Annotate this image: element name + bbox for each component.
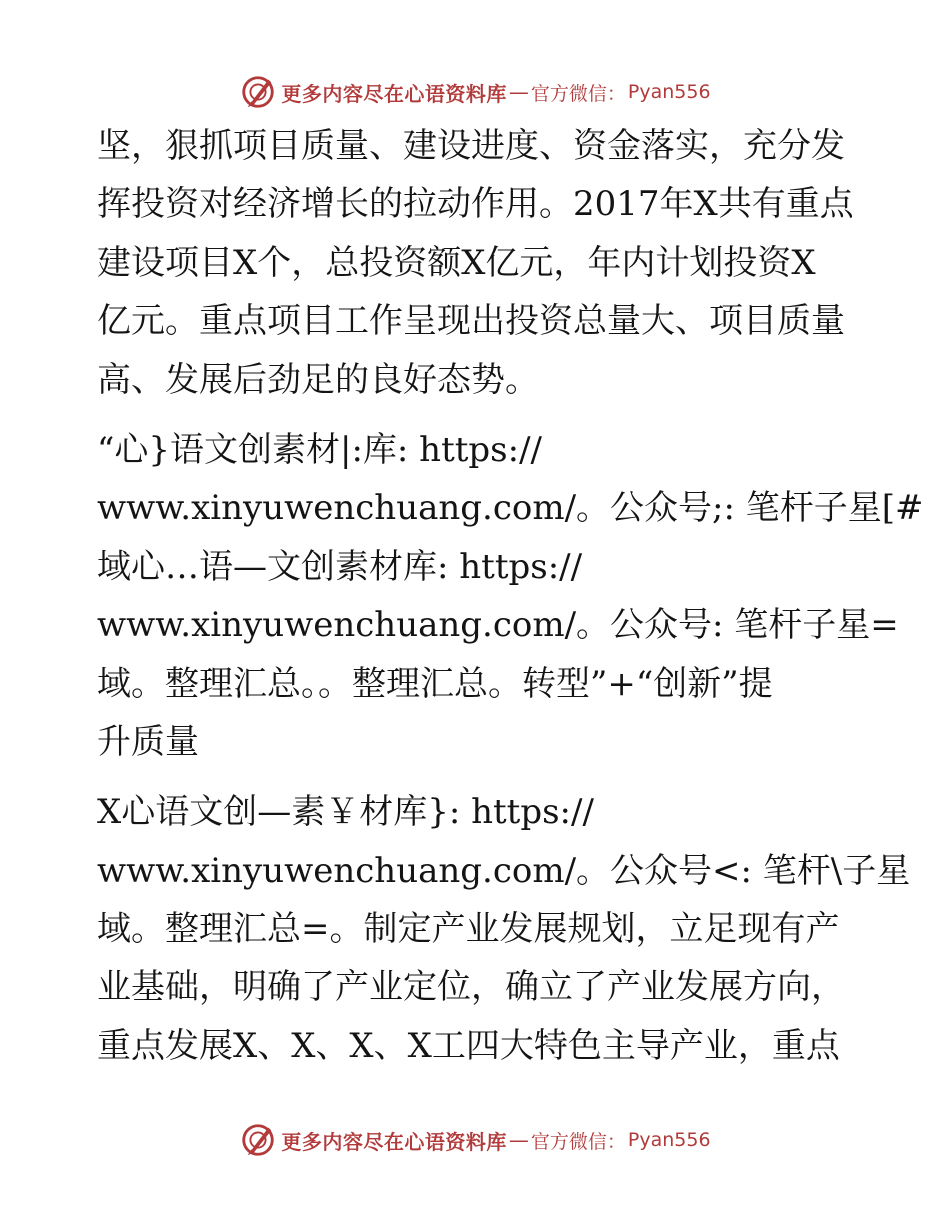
banner-wechat-id: Pyan556	[627, 1129, 711, 1151]
text-line: www.xinyuwenchuang.com/。公众号;: 笔杆子星[#	[97, 488, 924, 529]
banner-title: 更多内容尽在心语资料库	[281, 81, 507, 106]
footer-banner	[0, 1118, 950, 1162]
text-line: 高、发展后劲足的良好态势。	[97, 359, 539, 400]
text-line: “心}语文创素材|:库: https://	[97, 429, 542, 470]
document-body	[97, 117, 924, 1075]
text-line: X心语文创—素￥材库}: https://	[97, 792, 594, 833]
banner-wechat-label: 官方微信：	[530, 82, 626, 105]
text-line: 升质量	[97, 721, 199, 762]
text-line: 业基础，明确了产业定位，确立了产业发展方向，	[97, 967, 845, 1008]
text-line: 建设项目X个，总投资额X亿元，年内计划投资X	[97, 242, 816, 283]
text-line: 亿元。重点项目工作呈现出投资总量大、项目质量	[97, 301, 845, 342]
text-line: 域心…语—文创素材库: https://	[97, 546, 583, 587]
header-banner	[0, 70, 950, 114]
banner-title: 更多内容尽在心语资料库	[281, 1129, 507, 1154]
quill-logo-icon	[239, 73, 277, 111]
banner-dash: —	[508, 80, 529, 104]
quill-logo-icon	[239, 1121, 277, 1159]
banner-dash: —	[508, 1128, 529, 1152]
text-line: 坚，狠抓项目质量、建设进度、资金落实，充分发	[97, 126, 845, 166]
paragraph-3	[97, 783, 911, 1075]
banner-wechat-label: 官方微信：	[530, 1130, 626, 1153]
text-line: www.xinyuwenchuang.com/。公众号<: 笔杆\子星	[97, 850, 911, 891]
banner-wechat-id: Pyan556	[627, 81, 711, 103]
text-line: 挥投资对经济增长的拉动作用。2017年X共有重点	[97, 184, 854, 225]
text-line: 域。整理汇总。。整理汇总。转型”+“创新”提	[97, 663, 773, 704]
text-line: 重点发展X、X、X、X工四大特色主导产业，重点	[97, 1025, 840, 1066]
text-line: 域。整理汇总=。制定产业发展规划，立足现有产	[97, 909, 840, 950]
paragraph-2	[97, 421, 924, 771]
paragraph-1	[97, 117, 857, 409]
text-line: www.xinyuwenchuang.com/。公众号: 笔杆子星=	[97, 605, 899, 646]
